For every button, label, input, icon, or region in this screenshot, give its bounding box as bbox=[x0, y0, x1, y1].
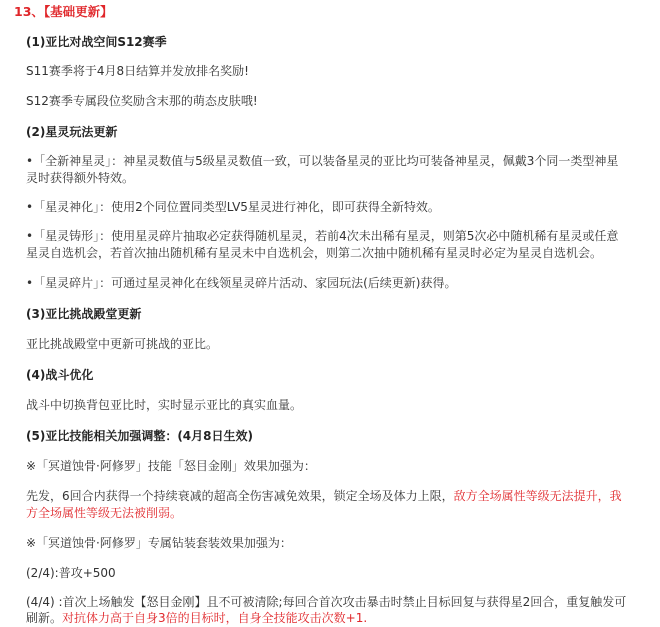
s2-bullet-1-line-1: •「全新神星灵」：神星灵数值与5级星灵数值一致，可以装备星灵的亚比均可装备神星灵，佩戴3个同一类型神星 bbox=[26, 154, 619, 168]
s5-paragraph-2: (2/4):普攻+500 bbox=[26, 566, 116, 580]
s5-paragraph-1-line-2: 方全场属性等级无法被削弱。 bbox=[26, 506, 183, 520]
s2-bullet-3-line-2: 星灵自选机会，若首次抽出随机稀有星灵未中自选机会，则第二次抽中随机稀有星灵时必定为星灵自选机会。 bbox=[26, 246, 603, 260]
s4-heading: (4)战斗优化 bbox=[26, 368, 94, 382]
s5-paragraph-1-line-1 bbox=[26, 488, 622, 504]
s3-heading: (3)亚比挑战殿堂更新 bbox=[26, 307, 142, 321]
s5-p1-black-text: 先发，6回合内获得一个持续衰减的超高全伤害减免效果，锁定全场及体力上限， bbox=[26, 489, 454, 503]
s5-paragraph-3-line-2 bbox=[26, 610, 367, 626]
s5-p3-black-text: 刷新。 bbox=[26, 611, 63, 625]
s2-bullet-3-line-1: •「星灵铸形」：使用星灵碎片抽取必定获得随机星灵，若前4次未出稀有星灵，则第5次必中随机稀有星灵或任意 bbox=[26, 229, 619, 243]
s5-paragraph-3-line-1: (4/4) :首次上场触发【怒目金刚】且不可被清除;每回合首次攻击暴击时禁止目标回复与获得星2回合，重复触发可 bbox=[26, 595, 627, 609]
s3-paragraph-1: 亚比挑战殿堂中更新可挑战的亚比。 bbox=[26, 337, 219, 351]
s5-p3-red-text: 对抗体力高于自身3倍的目标时，自身全技能攻击次数+1. bbox=[62, 611, 368, 625]
s5-note-1: ※「冥道蚀骨·阿修罗」技能「怒目金刚」效果加强为： bbox=[26, 459, 316, 473]
s1-heading: (1)亚比对战空间S12赛季 bbox=[26, 35, 167, 49]
s5-note-2: ※「冥道蚀骨·阿修罗」专属钻装套装效果加强为： bbox=[26, 536, 292, 550]
s1-paragraph-2: S12赛季专属段位奖励含末那的萌态皮肤哦! bbox=[26, 94, 258, 108]
s2-bullet-4: •「星灵碎片」：可通过星灵神化在线领星灵碎片活动、家园玩法(后续更新)获得。 bbox=[26, 276, 457, 290]
s5-p1-red-text: 敌方全场属性等级无法提升，我 bbox=[453, 489, 622, 503]
s1-paragraph-1: S11赛季将于4月8日结算并发放排名奖励! bbox=[26, 64, 249, 78]
s2-heading: (2)星灵玩法更新 bbox=[26, 125, 118, 139]
s2-bullet-1-line-2: 灵时获得额外特效。 bbox=[26, 171, 135, 185]
s4-paragraph-1: 战斗中切换背包亚比时，实时显示亚比的真实血量。 bbox=[26, 398, 303, 412]
section-title: 13、【基础更新】 bbox=[14, 4, 113, 19]
s5-heading: (5)亚比技能相关加强调整：(4月8日生效) bbox=[26, 429, 253, 443]
s2-bullet-2: •「星灵神化」：使用2个同位置同类型LV5星灵进行神化，即可获得全新特效。 bbox=[26, 200, 440, 214]
